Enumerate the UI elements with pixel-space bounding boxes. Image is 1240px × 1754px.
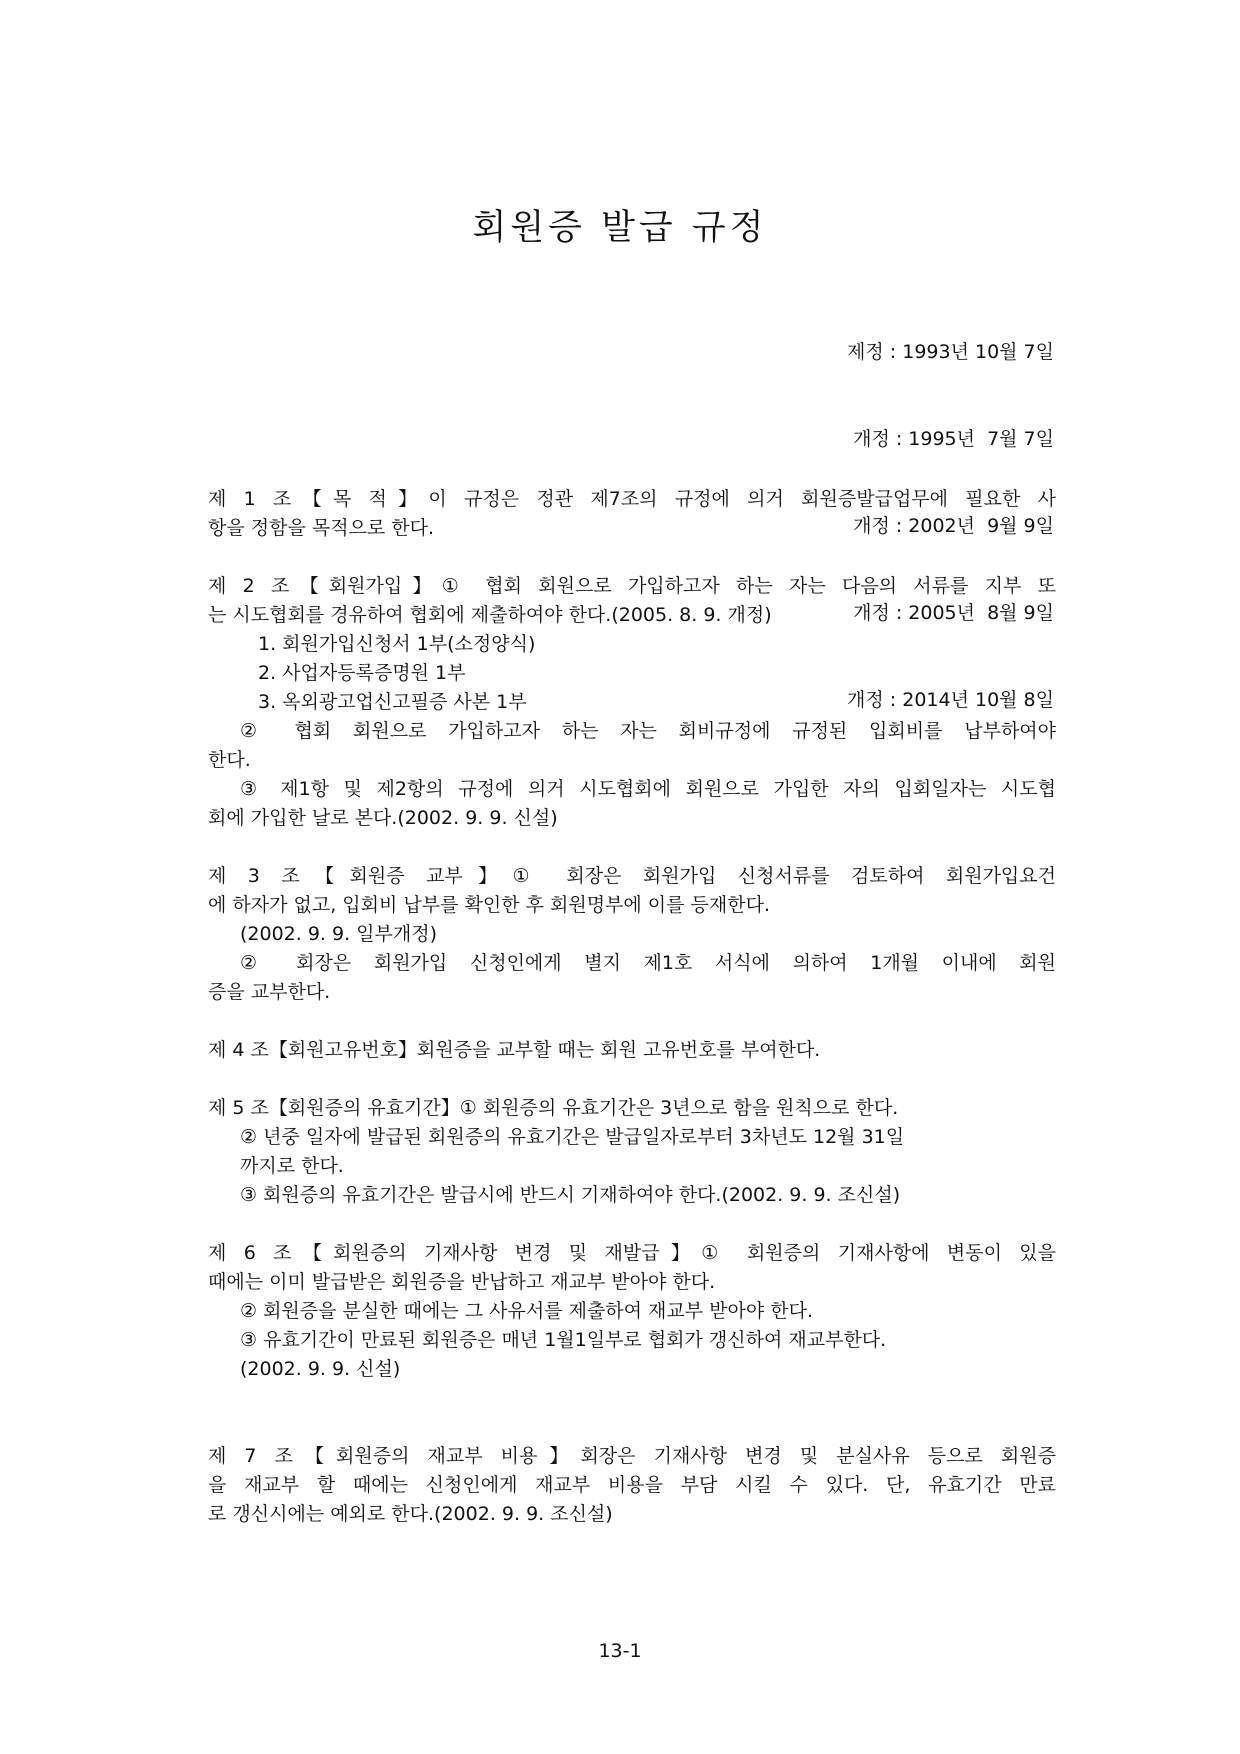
history-revision-2005: 개정 : 2005년 8월 9일: [853, 602, 1054, 624]
article-2: [208, 572, 1056, 833]
article-2-para-2-line-2: 한다.: [208, 749, 251, 771]
article-2-item-1: 1. 회원가입신청서 1부(소정양식): [258, 633, 536, 655]
history-enacted: 제정 : 1993년 10월 7일: [847, 341, 1054, 363]
regulation-body: [208, 485, 1056, 1558]
article-6-para-3-line-1: ③ 유효기간이 만료된 회원증은 매년 1월1일부로 협회가 갱신하여 재교부한다.: [240, 1329, 887, 1351]
article-5: [208, 1094, 1056, 1210]
article-7-line-3: 로 갱신시에는 예외로 한다.(2002. 9. 9. 조신설): [208, 1503, 613, 1525]
article-5-line-1: 제 5 조【회원증의 유효기간】① 회원증의 유효기간은 3년으로 함을 원칙으로 한다.: [208, 1097, 899, 1119]
article-6: [208, 1239, 1056, 1384]
article-2-para-3-line-2: 회에 가입한 날로 본다.(2002. 9. 9. 신설): [208, 807, 558, 829]
article-2-item-3: 3. 옥외광고업신고필증 사본 1부: [258, 691, 527, 713]
article-2-item-2: 2. 사업자등록증명원 1부: [258, 662, 466, 684]
article-7: [208, 1442, 1056, 1529]
page-number: 13-1: [598, 1640, 642, 1662]
article-3: [208, 862, 1056, 1007]
history-revision-1995: 개정 : 1995년 7월 7일: [853, 428, 1054, 450]
article-4-line-1: 제 4 조【회원고유번호】회원증을 교부할 때는 회원 고유번호를 부여한다.: [208, 1039, 821, 1061]
article-5-para-2-line-2: 까지로 한다.: [240, 1155, 344, 1177]
article-6-line-1: 제 6 조【회원증의 기재사항 변경 및 재발급】① 회원증의 기재사항에 변동이 있을: [208, 1242, 1056, 1264]
article-2-line-2: 는 시도협회를 경유하여 협회에 제출하여야 한다.(2005. 8. 9. 개정): [208, 604, 772, 626]
article-7-line-2: 을 재교부 할 때에는 신청인에게 재교부 비용을 부담 시킬 수 있다. 단, 유효기간 만료: [208, 1474, 1056, 1496]
article-6-line-2: 때에는 이미 발급받은 회원증을 반납하고 재교부 받아야 한다.: [208, 1271, 716, 1293]
article-3-para-2-line-1: ② 회장은 회원가입 신청인에게 별지 제1호 서식에 의하여 1개월 이내에 회원: [240, 952, 1056, 974]
article-6-para-3-line-2: (2002. 9. 9. 신설): [240, 1358, 401, 1380]
document-title: 회원증 발급 규정: [472, 208, 768, 248]
article-4: [208, 1036, 1056, 1065]
article-3-line-2: 에 하자가 없고, 입회비 납부를 확인한 후 회원명부에 이를 등재한다.: [208, 894, 770, 916]
article-6-para-2-line-1: ② 회원증을 분실한 때에는 그 사유서를 제출하여 재교부 받아야 한다.: [240, 1300, 813, 1322]
article-1-line-2: 항을 정함을 목적으로 한다.: [208, 517, 435, 539]
article-3-line-1: 제 3 조【회원증 교부】① 회장은 회원가입 신청서류를 검토하여 회원가입요건: [208, 865, 1056, 887]
article-5-para-3-line-1: ③ 회원증의 유효기간은 발급시에 반드시 기재하여야 한다.(2002. 9. 9. 조신설): [240, 1184, 901, 1206]
history-revision-2002: 개정 : 2002년 9월 9일: [853, 515, 1054, 537]
article-1: [208, 485, 1056, 543]
article-2-line-1: 제 2 조【회원가입】① 협회 회원으로 가입하고자 하는 자는 다음의 서류를 지부 또: [208, 575, 1056, 597]
article-7-line-1: 제 7 조【회원증의 재교부 비용】회장은 기재사항 변경 및 분실사유 등으로 회원증: [208, 1445, 1056, 1467]
article-3-para-2-line-2: 증을 교부한다.: [208, 981, 331, 1003]
article-2-para-3-line-1: ③ 제1항 및 제2항의 규정에 의거 시도협회에 회원으로 가입한 자의 입회일자는 시도협: [240, 778, 1056, 800]
history-revision-2014: 개정 : 2014년 10월 8일: [847, 689, 1054, 711]
article-3-line-3: (2002. 9. 9. 일부개정): [240, 923, 438, 945]
article-2-para-2-line-1: ② 협회 회원으로 가입하고자 하는 자는 회비규정에 규정된 입회비를 납부하여야: [240, 720, 1056, 742]
article-5-para-2-line-1: ② 년중 일자에 발급된 회원증의 유효기간은 발급일자로부터 3차년도 12월 31일: [240, 1126, 905, 1148]
article-1-line-1: 제 1 조【목 적】이 규정은 정관 제7조의 규정에 의거 회원증발급업무에 필요한 사: [208, 488, 1056, 510]
